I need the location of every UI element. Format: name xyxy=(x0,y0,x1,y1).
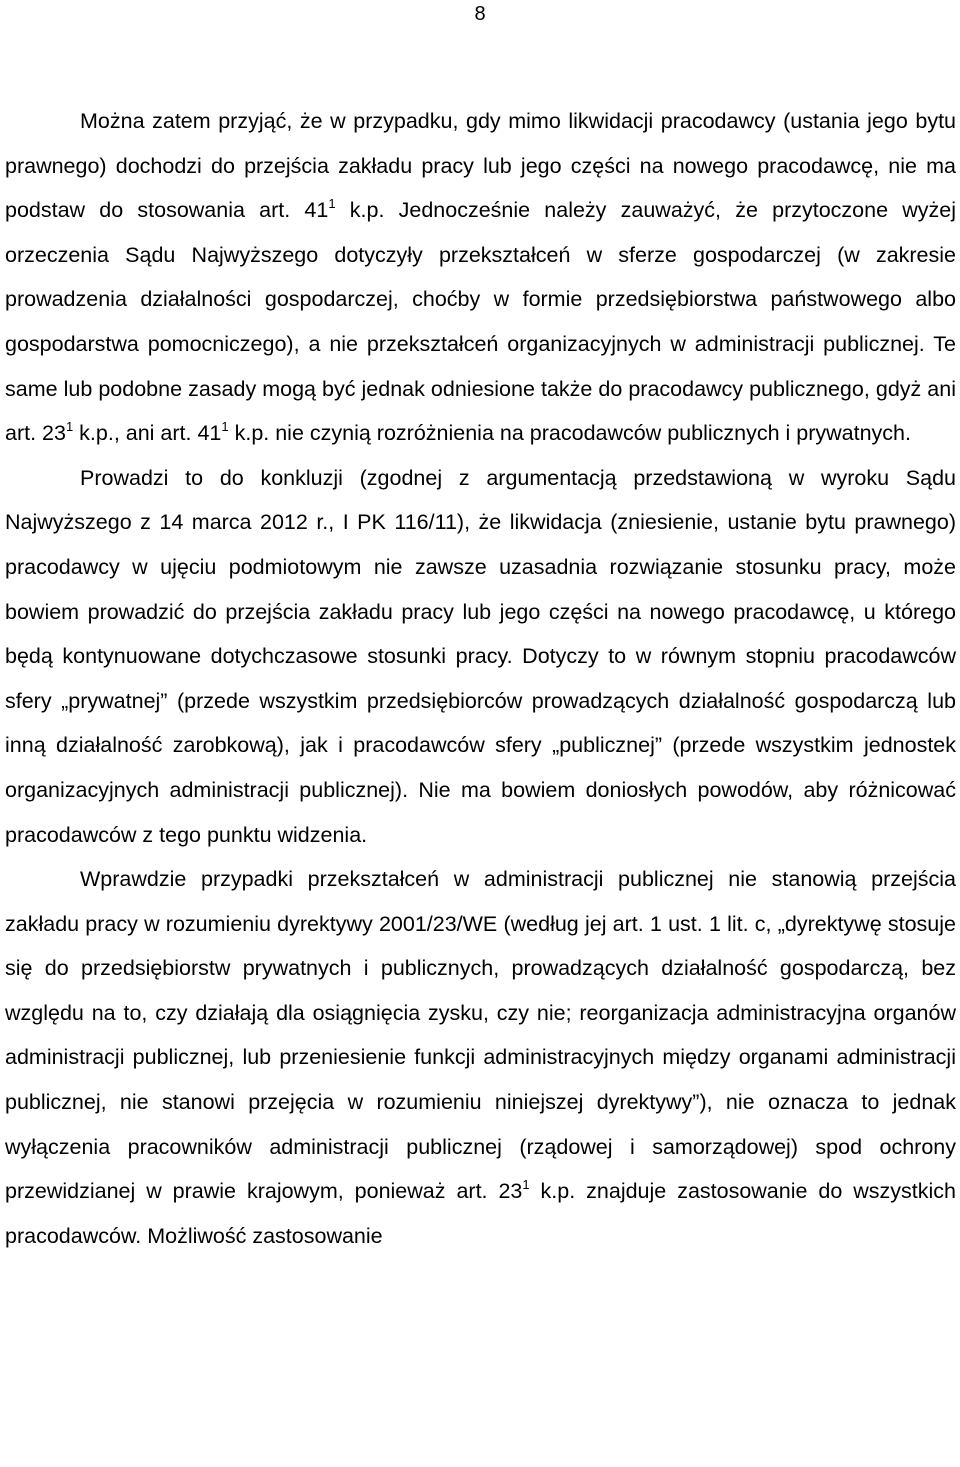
superscript-number: 1 xyxy=(522,1177,530,1193)
paragraph-text: k.p., ani art. 41 xyxy=(73,421,222,446)
page-number: 8 xyxy=(474,3,486,25)
superscript-number: 1 xyxy=(221,419,229,435)
superscript-number: 1 xyxy=(65,419,74,435)
document-body xyxy=(5,99,956,1258)
paragraph xyxy=(5,857,956,1258)
paragraph-text: k.p. nie czynią rozróżnienia na pracodawców publicznych i prywatnych. xyxy=(228,421,911,446)
paragraph-text: Prowadzi to do konkluzji (zgodnej z argumentacją przedstawioną w wyroku Sądu Najwyższego z 14 marca 2012 r., I PK 116/11), że likwidacja (zniesienie, ustanie bytu prawnego) pracodawcy w ujęciu podmiotowym nie zawsze uzasadnia rozwiązanie stosunku pracy, może bowiem prowadzić do przejścia zakładu pracy lub jego części na nowego pracodawcę, u którego będą kontynuowane dotychczasowe stosunki pracy. Dotyczy to w równym stopniu pracodawców sfery „prywatnej” (przede wszystkim przedsiębiorców prowadzących działalność gospodarczą lub inną działalność zarobkową), jak i pracodawców sfery „publicznej” (przede wszystkim jednostek organizacyjnych administracji publicznej). Nie ma bowiem doniosłych powodów, aby różnicować pracodawców z tego punktu widzenia. xyxy=(5,465,956,847)
paragraph-text: k.p. znajduje zastosowanie do wszystkich pracodawców. Możliwość zastosowanie xyxy=(5,1179,956,1248)
paragraph-text: k.p. Jednocześnie należy zauważyć, że przytoczone wyżej orzeczenia Sądu Najwyższego dotyczyły przekształceń w sferze gospodarczej (w zakresie prowadzenia działalności gospodarczej, choćby w formie przedsiębiorstwa państwowego albo gospodarstwa pomocniczego), a nie przekształceń organizacyjnych w administracji publicznej. Te same lub podobne zasady mogą być jednak odniesione także do pracodawcy publicznego, gdyż ani art. 23 xyxy=(5,198,956,446)
paragraph xyxy=(5,99,956,456)
paragraph-text: Wprawdzie przypadki przekształceń w administracji publicznej nie stanowią przejścia zakładu pracy w rozumieniu dyrektywy 2001/23/WE (według jej art. 1 ust. 1 lit. c, „dyrektywę stosuje się do przedsiębiorstw prywatnych i publicznych, prowadzących działalność gospodarczą, bez względu na to, czy działają dla osiągnięcia zysku, czy nie; reorganizacja administracyjna organów administracji publicznej, lub przeniesienie funkcji administracyjnych między organami administracji publicznej, nie stanowi przejęcia w rozumieniu niniejszej dyrektywy”), nie oznacza to jednak wyłączenia pracowników administracji publicznej (rządowej i samorządowej) spod ochrony przewidzianej w prawie krajowym, ponieważ art. 23 xyxy=(5,867,956,1204)
superscript-number: 1 xyxy=(328,196,336,212)
paragraph-text: Można zatem przyjąć, że w przypadku, gdy mimo likwidacji pracodawcy (ustania jego bytu prawnego) dochodzi do przejścia zakładu pracy lub jego części na nowego pracodawcę, nie ma podstaw do stosowania art. 41 xyxy=(5,109,956,223)
paragraph xyxy=(5,456,956,857)
